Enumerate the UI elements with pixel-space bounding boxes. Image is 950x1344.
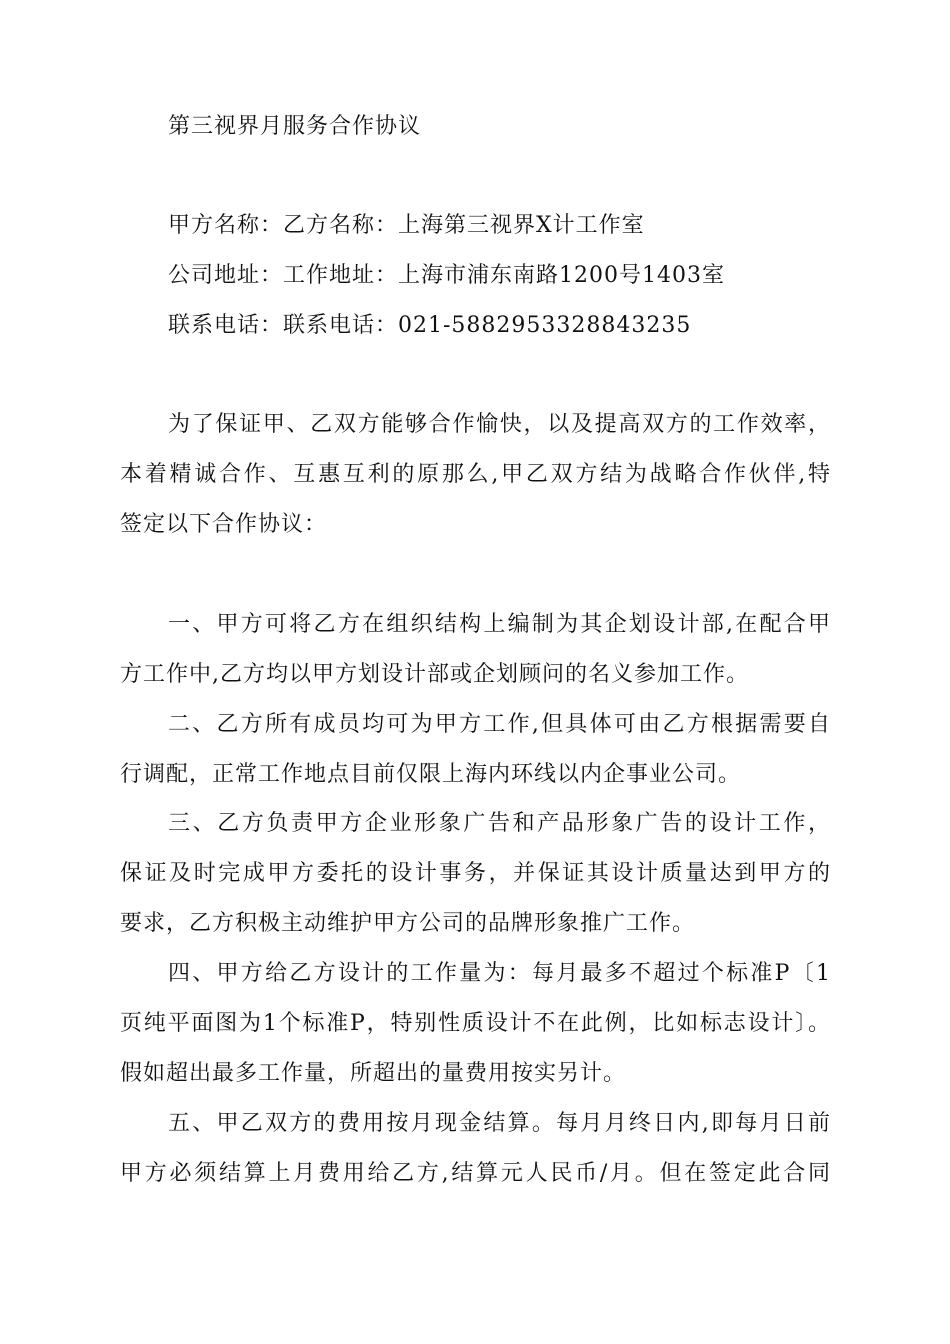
intro-line-1: 为了保证甲、乙双方能够合作愉快，以及提高双方的工作效率， bbox=[168, 412, 830, 437]
clause-5-line-2: 甲方必须结算上月费用给乙方,结算元人民币/月。但在签定此合同 bbox=[120, 1161, 830, 1186]
party-phone-line: 联系电话：联系电话：021-5882953328843235 bbox=[168, 313, 692, 338]
party-name-line: 甲方名称：乙方名称：上海第三视界X计工作室 bbox=[168, 213, 645, 238]
clause-3-line-3: 要求，乙方积极主动维护甲方公司的品牌形象推广工作。 bbox=[120, 911, 696, 936]
party-address-line: 公司地址：工作地址：上海市浦东南路1200号1403室 bbox=[168, 263, 725, 288]
clause-4-line-1: 四、甲方给乙方设计的工作量为：每月最多不超过个标准P〔1 bbox=[168, 961, 830, 986]
intro-line-3: 签定以下合作协议： bbox=[120, 512, 328, 537]
clause-2-line-2: 行调配，正常工作地点目前仅限上海内环线以内企事业公司。 bbox=[120, 762, 742, 787]
clause-4-line-3: 假如超出最多工作量，所超出的量费用按实另计。 bbox=[120, 1061, 627, 1086]
clause-2-line-1: 二、乙方所有成员均可为甲方工作,但具体可由乙方根据需要自 bbox=[168, 712, 830, 737]
clause-1-line-1: 一、甲方可将乙方在组织结构上编制为其企划设计部,在配合甲 bbox=[168, 612, 830, 637]
clause-1-line-2: 方工作中,乙方均以甲方划设计部或企划顾问的名义参加工作。 bbox=[120, 662, 749, 687]
document-title: 第三视界月服务合作协议 bbox=[168, 114, 422, 139]
clause-4-line-2: 页纯平面图为1个标准P，特别性质设计不在此例，比如标志设计〕。 bbox=[120, 1011, 830, 1036]
intro-line-2: 本着精诚合作、互惠互利的原那么,甲乙双方结为战略合作伙伴,特 bbox=[120, 462, 830, 487]
clause-3-line-2: 保证及时完成甲方委托的设计事务，并保证其设计质量达到甲方的 bbox=[120, 861, 830, 886]
clause-3-line-1: 三、乙方负责甲方企业形象广告和产品形象广告的设计工作， bbox=[168, 811, 830, 836]
clause-5-line-1: 五、甲乙双方的费用按月现金结算。每月月终日内,即每月日前 bbox=[168, 1111, 830, 1136]
